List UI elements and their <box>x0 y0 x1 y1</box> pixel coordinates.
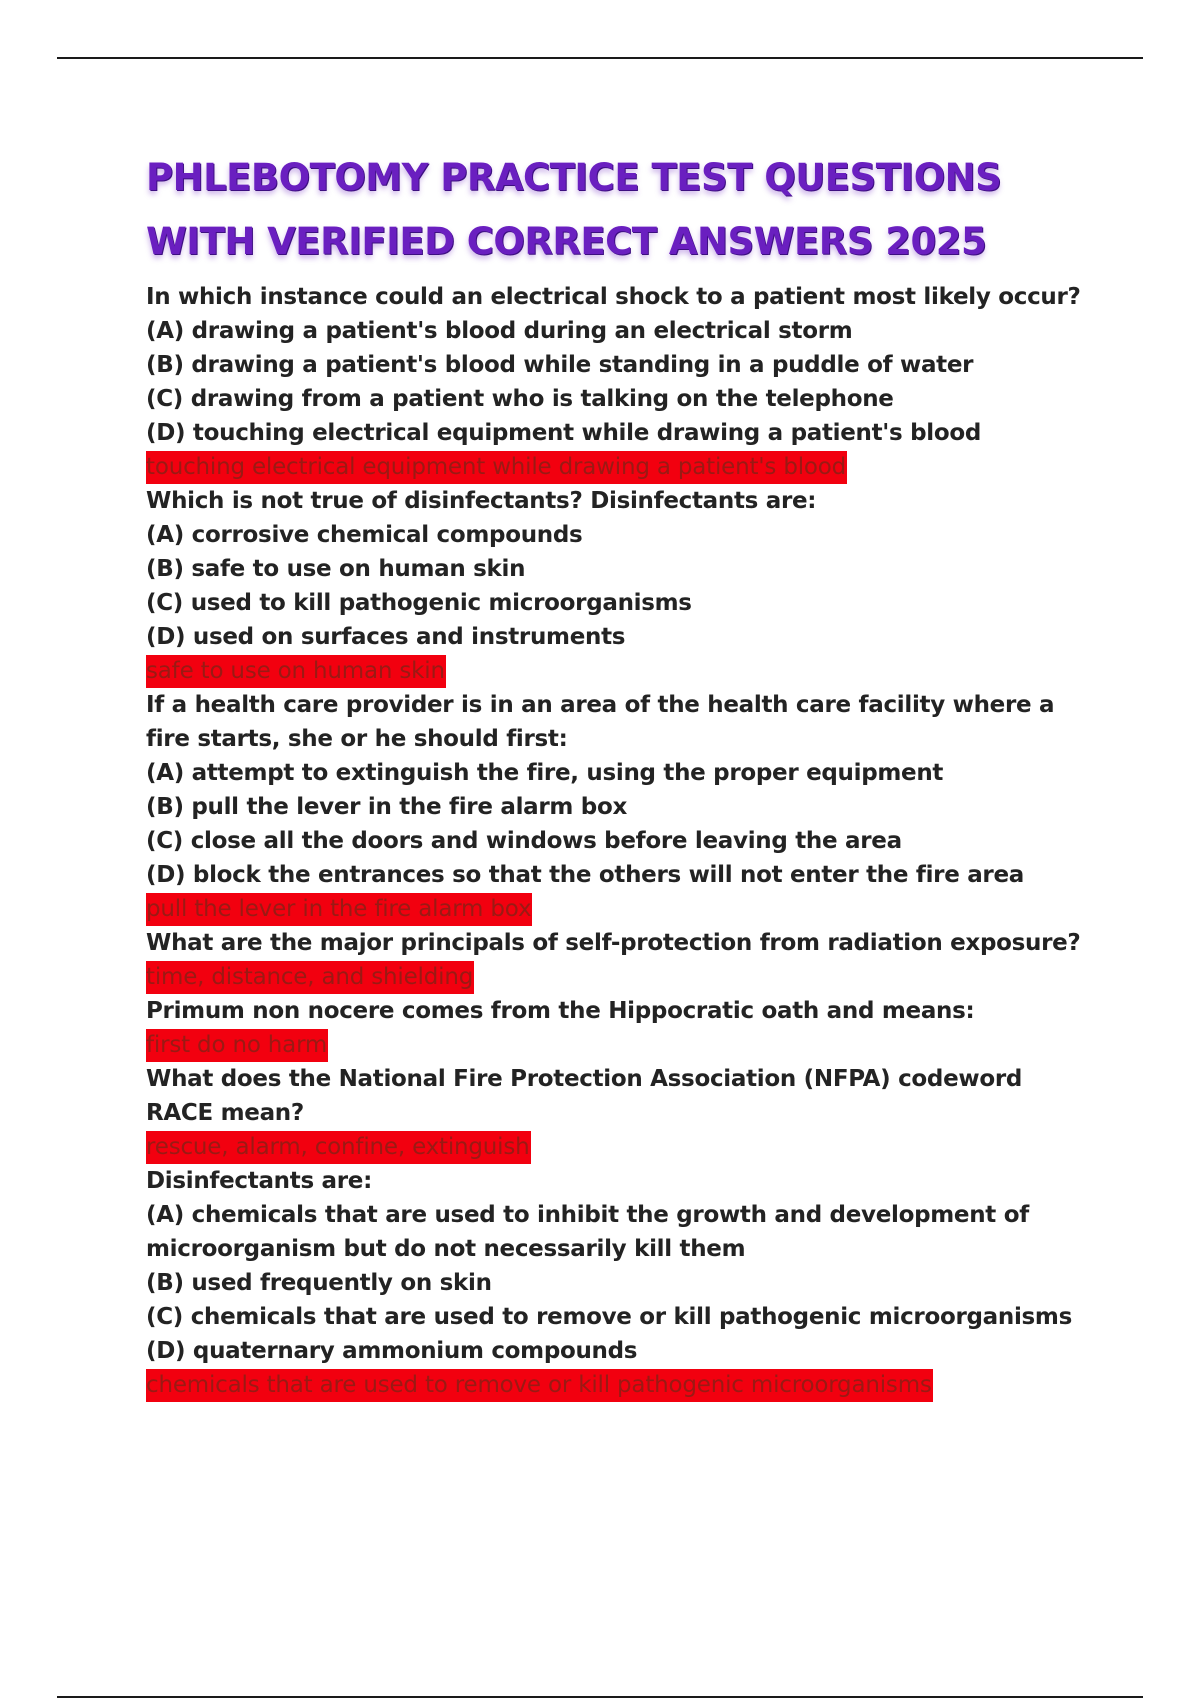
question-block <box>146 926 1096 994</box>
question-block <box>146 688 1096 926</box>
header-rule <box>57 57 1143 59</box>
question-prompt: What are the major principals of self-protection from radiation exposure? <box>146 930 1081 956</box>
answer-option: (D) touching electrical equipment while drawing a patient's blood <box>146 420 982 446</box>
title-line-1: PHLEBOTOMY PRACTICE TEST QUESTIONS <box>146 156 1002 199</box>
document-title <box>146 146 1096 274</box>
question-prompt: Disinfectants are: <box>146 1168 373 1194</box>
answer-option: (C) close all the doors and windows before leaving the area <box>146 828 902 854</box>
question-prompt-line-1: What does the National Fire Protection Association (NFPA) codeword <box>146 1066 1023 1092</box>
answer-option: (D) quaternary ammonium compounds <box>146 1338 638 1364</box>
question-prompt-line-2: fire starts, she or he should first: <box>146 726 568 752</box>
answer-option: (B) safe to use on human skin <box>146 556 526 582</box>
answer-option: (C) used to kill pathogenic microorganisms <box>146 590 692 616</box>
question-prompt: In which instance could an electrical shock to a patient most likely occur? <box>146 284 1081 310</box>
title-line-2: WITH VERIFIED CORRECT ANSWERS 2025 <box>146 220 987 263</box>
answer-option: (C) drawing from a patient who is talking on the telephone <box>146 386 894 412</box>
answer-option: (A) attempt to extinguish the fire, using the proper equipment <box>146 760 944 786</box>
answer-option: (A) chemicals that are used to inhibit the growth and development of <box>146 1202 1029 1228</box>
correct-answer-highlight: first do no harm <box>146 1029 328 1062</box>
document-body <box>146 146 1096 1402</box>
answer-option: (D) block the entrances so that the others will not enter the fire area <box>146 862 1024 888</box>
question-prompt: Which is not true of disinfectants? Disinfectants are: <box>146 488 817 514</box>
correct-answer-highlight: pull the lever in the fire alarm box <box>146 893 532 926</box>
answer-option: (B) used frequently on skin <box>146 1270 492 1296</box>
answer-option: (B) pull the lever in the fire alarm box <box>146 794 627 820</box>
question-block <box>146 1164 1096 1402</box>
answer-option: (B) drawing a patient's blood while standing in a puddle of water <box>146 352 974 378</box>
question-prompt-line-1: If a health care provider is in an area of the health care facility where a <box>146 692 1055 718</box>
question-prompt: Primum non nocere comes from the Hippocratic oath and means: <box>146 998 975 1024</box>
footer-rule <box>57 1696 1143 1698</box>
correct-answer-highlight: touching electrical equipment while drawing a patient's blood <box>146 451 847 484</box>
correct-answer-highlight: rescue, alarm, confine, extinguish <box>146 1131 531 1164</box>
question-block <box>146 994 1096 1062</box>
question-prompt-line-2: RACE mean? <box>146 1100 304 1126</box>
answer-option: (A) corrosive chemical compounds <box>146 522 583 548</box>
answer-option: (A) drawing a patient's blood during an electrical storm <box>146 318 853 344</box>
question-block <box>146 1062 1096 1164</box>
answer-option-continuation: microorganism but do not necessarily kill them <box>146 1236 746 1262</box>
answer-option: (D) used on surfaces and instruments <box>146 624 626 650</box>
correct-answer-highlight: chemicals that are used to remove or kill pathogenic microorganisms <box>146 1369 933 1402</box>
correct-answer-highlight: time, distance, and shielding <box>146 961 474 994</box>
correct-answer-highlight: safe to use on human skin <box>146 655 446 688</box>
question-block <box>146 484 1096 688</box>
answer-option: (C) chemicals that are used to remove or kill pathogenic microorganisms <box>146 1304 1072 1330</box>
question-block <box>146 280 1096 484</box>
